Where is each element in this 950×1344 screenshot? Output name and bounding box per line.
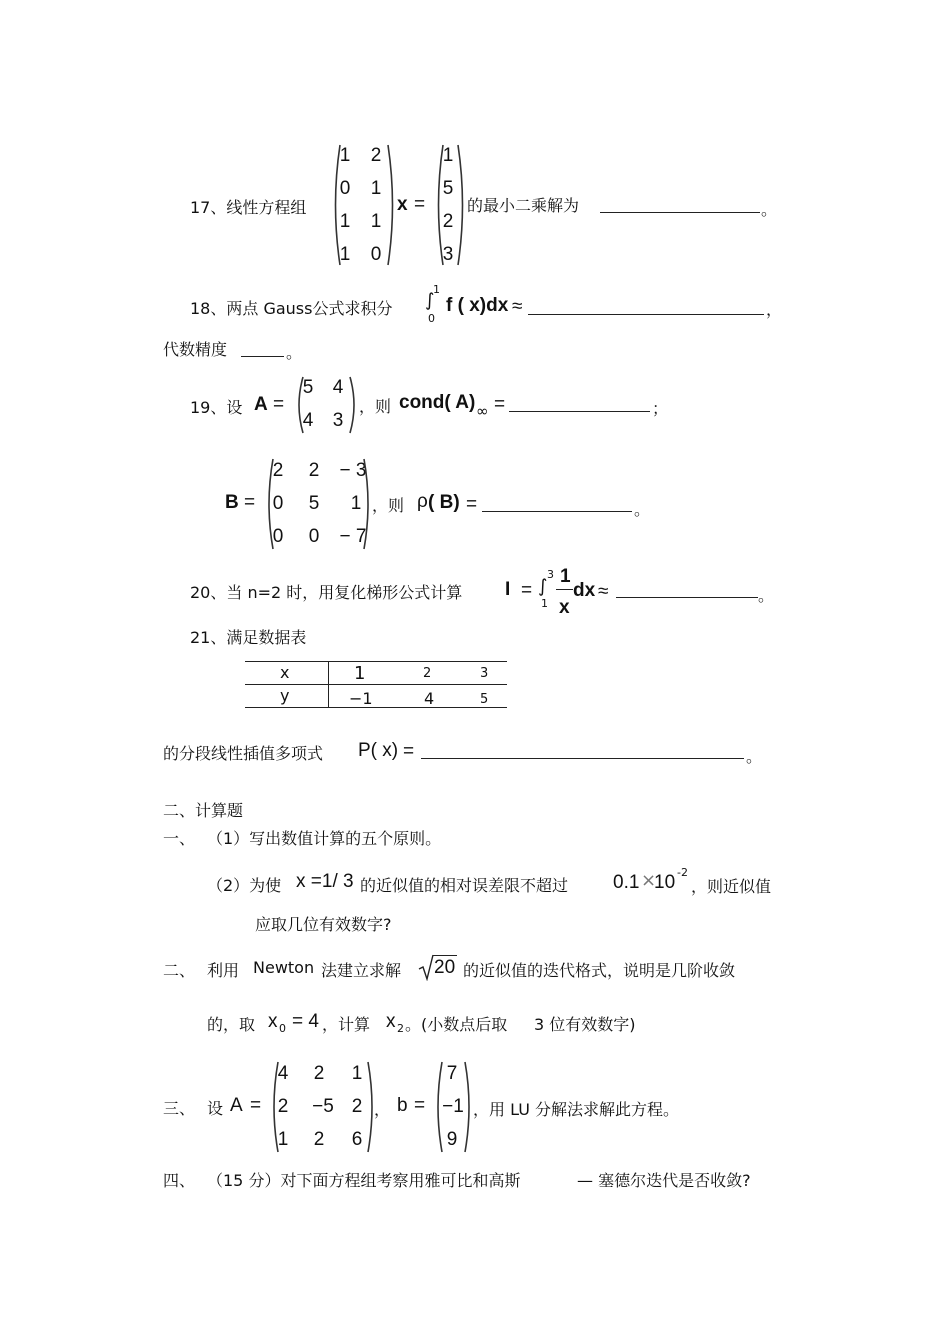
matrix-cell: 2 [370,145,382,166]
q20-I: I [505,579,511,600]
problem-2-line2-d: 3 位有效数字) [534,1015,636,1034]
q18-lower: 0 [428,312,435,325]
problem-3-eq2: = [414,1095,426,1116]
q20-upper: 3 [547,568,554,581]
matrix-cell: 2 [313,1129,325,1150]
q19-inf: ∞ [476,402,489,420]
matrix-cell: 4 [302,410,314,431]
problem-1-number: 一、 [163,829,196,848]
section-title: 二、计算题 [163,801,244,820]
matrix-cell: 0 [272,493,284,514]
problem-1b-times: × [641,870,657,891]
problem-2-line2-b: ，计算 [322,1015,371,1034]
matrix-cell: 1 [339,244,351,265]
answer-blank [528,314,764,315]
matrix-cell: 0 [308,526,320,547]
q20-lower: 1 [541,597,548,610]
matrix-cell: 2 [313,1063,325,1084]
q19-end: 。 [634,500,651,519]
problem-1b-prefix: （2）为使 [207,876,282,895]
q18-prefix: 18、两点 Gauss公式求积分 [190,299,393,318]
answer-blank [616,597,758,598]
table-rule [245,707,507,708]
matrix-cell: 1 [370,211,382,232]
problem-2-text-c: 的近似值的迭代格式，说明是几阶收敛 [463,961,736,980]
q20-den: x [559,597,570,618]
q20-prefix: 20、当 n=2 时，用复化梯形公式计算 [190,583,463,602]
matrix-cell: − 7 [339,526,367,547]
q19-eq2: = [494,394,506,415]
table-rule [245,684,507,685]
table-cell: 2 [423,666,432,681]
matrix-cell: 5 [308,493,320,514]
q19-semi: ； [652,399,669,418]
q17-eq: = [414,194,426,215]
matrix-cell: 2 [277,1096,289,1117]
problem-1b-value: 0.1 [613,872,640,893]
problem-2-x0: x [268,1011,278,1032]
problem-2-line2-c: 。(小数点后取 [405,1015,508,1034]
problem-2-newton: Newton [253,958,315,977]
q21-poly-text: 的分段线性插值多项式 [163,744,324,763]
matrix-cell: 2 [272,460,284,481]
table-y-label: y [280,686,290,705]
q18-approx: ≈ [512,296,523,317]
problem-2-text-b: 法建立求解 [321,961,402,980]
answer-blank [421,758,744,759]
q18-end: 。 [286,343,303,362]
matrix-cell: −5 [312,1096,334,1117]
q20-num: 1 [560,566,571,587]
matrix-cell: 1 [339,211,351,232]
q21-prefix: 21、满足数据表 [190,628,307,647]
q19-B-label: B [225,492,239,513]
answer-blank [241,356,284,357]
matrix-cell: − 3 [339,460,367,481]
matrix-cell: 1 [370,178,382,199]
q20-dx: dx [573,580,596,601]
q19-A-label: A [254,394,268,415]
q20-approx: ≈ [598,581,609,602]
matrix-cell: 0 [370,244,382,265]
q18-line2: 代数精度 [163,340,228,359]
matrix-cell: 3 [332,410,344,431]
matrix-cell: 4 [277,1063,289,1084]
matrix-cell: 2 [351,1096,363,1117]
problem-3-number: 三、 [163,1099,196,1118]
vector-cell: 5 [442,178,454,199]
matrix-cell: 1 [350,493,362,514]
problem-1b-mid: 的近似值的相对误差限不超过 [360,876,569,895]
problem-2-radicand: 20 [434,957,456,978]
matrix-cell: 5 [302,377,314,398]
table-x-label: x [280,663,290,682]
problem-4-text2: — 塞德尔迭代是否收敛? [577,1171,751,1190]
q19-then2: ，则 [372,496,405,515]
q20-end: 。 [758,586,775,605]
q18-comma: ， [766,300,783,319]
vector-cell: 7 [446,1063,458,1084]
problem-3-eq: = [250,1095,262,1116]
vector-cell: 3 [442,244,454,265]
q17-var: x [397,194,408,215]
matrix-cell: 1 [277,1129,289,1150]
matrix-cell: 0 [272,526,284,547]
q21-eq: = [403,741,415,762]
problem-3-comma: ， [374,1100,391,1119]
answer-blank [482,511,632,512]
integral-sign: ∫ [538,576,548,597]
q17-prefix: 17、线性方程组 [190,198,307,217]
table-rule [245,661,507,662]
vector-cell: 9 [446,1129,458,1150]
problem-2-text-a: 利用 [207,961,240,980]
problem-1b-ten: 10 [654,872,676,893]
q19-then: ，则 [359,397,392,416]
matrix-cell: 2 [308,460,320,481]
fraction-bar [556,589,573,590]
problem-1b-end: ，则近似值 [691,877,772,896]
q21-end: 。 [746,747,763,766]
q17-suffix: 的最小二乘解为 [467,196,580,215]
q19-rho: ρ [417,491,428,512]
table-cell: 3 [480,666,489,681]
q19-eq3: = [244,492,256,513]
problem-1b-expr: x =1/ 3 [296,871,354,892]
problem-2-sub2: 2 [397,1022,404,1035]
problem-3-b: b [397,1095,408,1116]
answer-blank [509,411,650,412]
matrix-cell: 0 [339,178,351,199]
q19-cond: cond( A) [399,392,476,413]
problem-2-eq4: = 4 [292,1011,319,1032]
vector-cell: 1 [442,145,454,166]
q19-eq4: = [466,494,478,515]
problem-3-end: ，用 LU 分解法求解此方程。 [473,1100,680,1119]
q19-rhoB: ( B) [428,492,460,513]
problem-2-sub0: 0 [279,1022,286,1035]
problem-2-x2: x [386,1011,396,1032]
problem-1b-exponent: -2 [677,866,688,879]
matrix-cell: 4 [332,377,344,398]
q18-integrand: f ( x)dx [446,295,509,316]
problem-4-text: （15 分）对下面方程组考察用雅可比和高斯 [207,1171,521,1190]
q17-end: 。 [761,200,778,219]
sqrt-icon [418,953,434,981]
vector-cell: 2 [442,211,454,232]
table-cell: 5 [480,692,489,707]
problem-4-number: 四、 [163,1171,196,1190]
problem-1b-line2: 应取几位有效数字? [255,915,392,934]
integral-sign: ∫ [425,290,435,311]
sqrt-bar [433,955,457,956]
q20-eq: = [521,580,533,601]
answer-blank [600,212,760,213]
matrix-cell: 1 [351,1063,363,1084]
vector-cell: −1 [442,1096,464,1117]
q21-poly: P( x) [358,740,399,761]
q19-prefix: 19、设 [190,398,243,417]
problem-3-text-a: 设 [207,1099,224,1118]
matrix-cell: 6 [351,1129,363,1150]
problem-1a-text: （1）写出数值计算的五个原则。 [207,829,442,848]
matrix-cell: 1 [339,145,351,166]
table-cell: 4 [424,689,435,708]
q19-eq: = [273,394,285,415]
table-cell: −1 [349,689,373,708]
table-rule [328,661,329,707]
table-cell: 1 [354,663,366,684]
problem-2-line2-a: 的，取 [207,1015,256,1034]
q18-upper: 1 [433,283,440,296]
problem-2-number: 二、 [163,961,196,980]
problem-3-A: A [230,1095,243,1116]
